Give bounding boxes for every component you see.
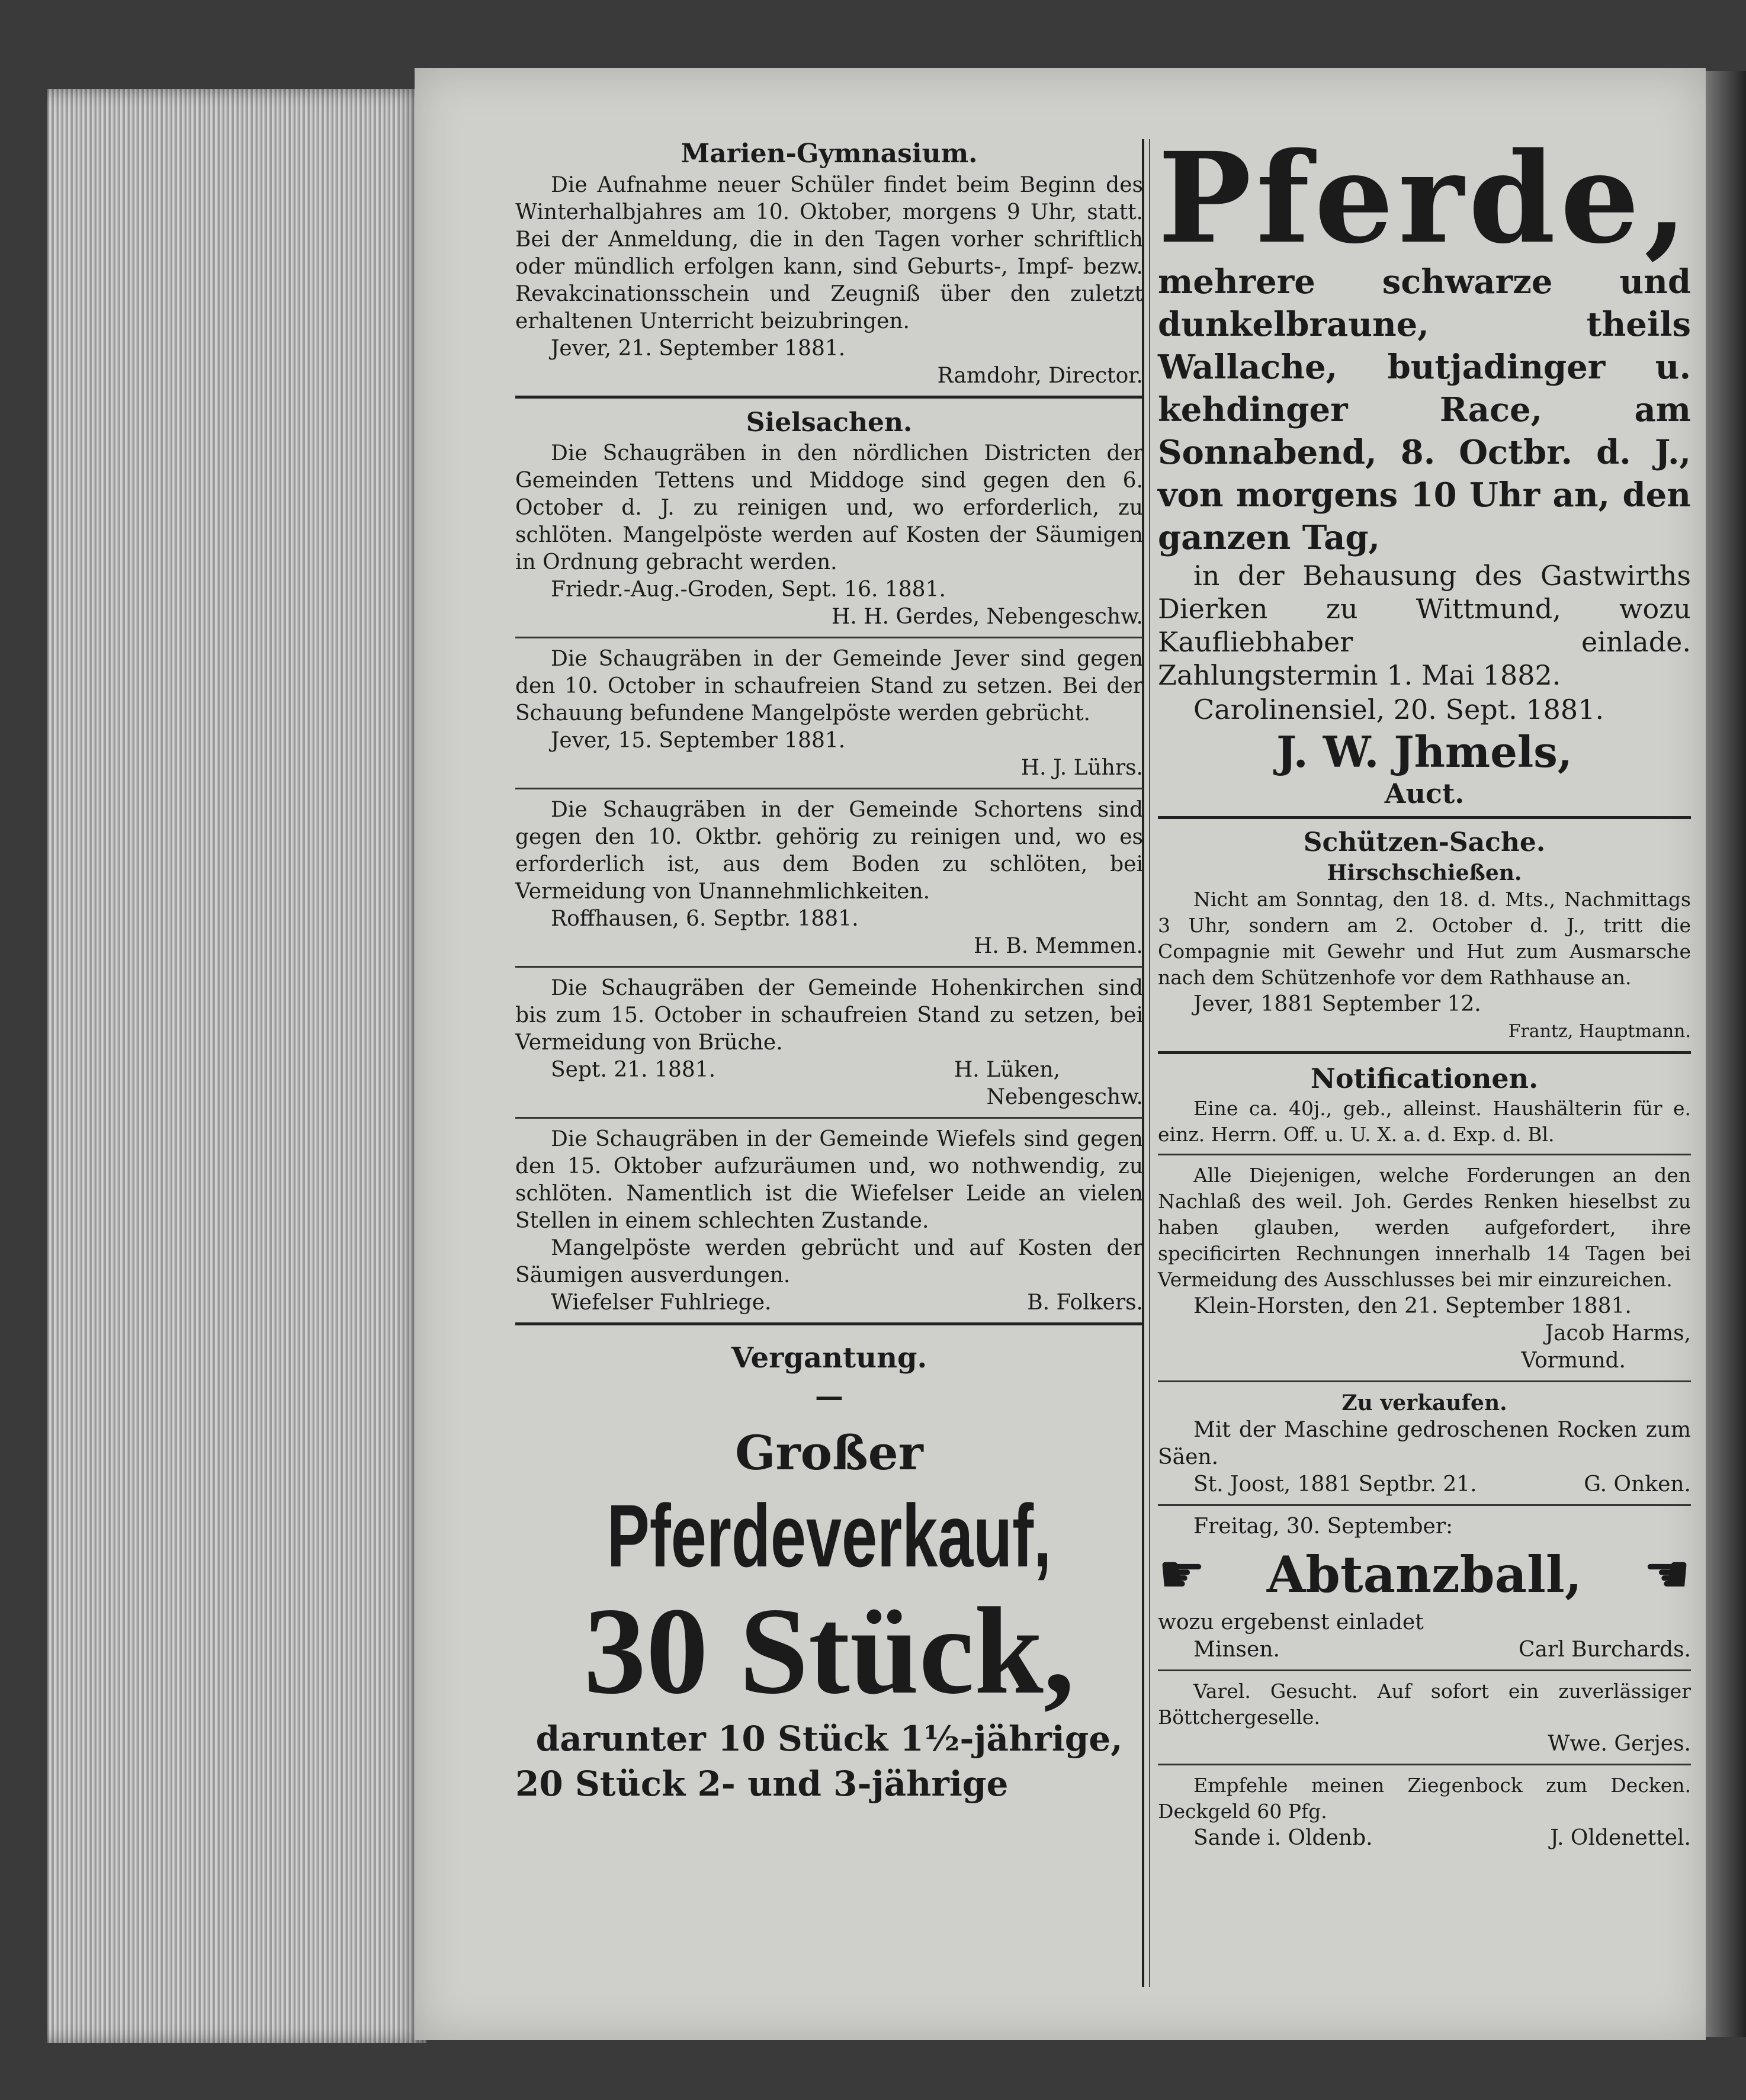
ball-signature: Carl Burchards. (1518, 1637, 1691, 1662)
ziegen-text: Empfehle meinen Ziegenbock zum Decken. Deckgeld 60 Pfg. (1158, 1774, 1691, 1823)
ad-pferde-signature-title: Auct. (1384, 778, 1465, 810)
divider (1158, 1764, 1691, 1765)
ball-date: Freitag, 30. September: (1193, 1514, 1453, 1539)
varel-text: Varel. Gesucht. Auf sofort ein zuverlässiger Böttchergeselle. (1158, 1680, 1691, 1729)
ad-pferde-text2: in der Behausung des Gastwirths Dierken zu Wittmund, wozu Kaufliebhaber einlade. Zahlungstermin 1. Mai 1882. (1158, 560, 1691, 691)
siel2-signature: H. J. Lührs. (1020, 756, 1143, 780)
schuetzen-subtitle: Hirschschießen. (1327, 860, 1522, 885)
schuetzen-date: Jever, 1881 September 12. (1193, 992, 1481, 1016)
divider (1158, 1669, 1691, 1671)
right-column (1158, 125, 1693, 1852)
pointing-hand-left-icon: ☚ (1643, 1543, 1691, 1605)
siel2-date: Jever, 15. September 1881. (551, 728, 846, 753)
verkauf-text: Mit der Maschine gedroschenen Rocken zum Säen. (1158, 1418, 1691, 1469)
notif2-signature-title: Vormund. (1521, 1348, 1626, 1373)
siel3-text: Die Schaugräben in der Gemeinde Schortens sind gegen den 10. Oktbr. gehörig zu reinigen und, wo es erforderlich ist, aus dem Boden zu schlöten, bei Vermeidung von Unannehmlichkeiten. (515, 798, 1143, 904)
column-rule-thin (1149, 139, 1150, 1987)
divider (1158, 1154, 1691, 1155)
divider (1158, 1051, 1691, 1054)
verkauf-footer (1158, 1471, 1691, 1498)
notif2-signature: Jacob Harms, (1545, 1321, 1691, 1346)
ad-grosser: Großer (735, 1425, 923, 1481)
verkauf-title: Zu verkaufen. (1341, 1391, 1507, 1415)
siel1-signature: H. H. Gerdes, Nebengeschw. (831, 605, 1143, 629)
pointing-hand-right-icon: ☛ (1158, 1543, 1206, 1605)
verkauf-date: St. Joost, 1881 Septbr. 21. (1193, 1472, 1477, 1497)
divider (515, 788, 1143, 789)
ball-banner (1158, 1545, 1691, 1604)
ball-text: wozu ergebenst einladet (1158, 1610, 1424, 1635)
ad-pferde-text: mehrere schwarze und dunkelbraune, theils Wallache, butjadinger u. kehdinger Race, am Sonnabend, 8. Octbr. d. J., von morgens 10 Uhr an, den ganzen Tag, (1158, 262, 1691, 557)
ziegen-place: Sande i. Oldenb. (1193, 1826, 1373, 1850)
ad-pferde-signature: J. W. Jhmels, (1276, 727, 1572, 777)
verkauf-signature: G. Onken. (1584, 1472, 1691, 1497)
divider (515, 966, 1143, 968)
newspaper-page (415, 68, 1706, 2040)
siel5-text: Die Schaugräben in der Gemeinde Wiefels sind gegen den 15. Oktober aufzuräumen und, wo nothwendig, zu schlöten. Namentlich ist die Wiefelser Leide an vielen Stellen in einem schlechten Zustande. (515, 1127, 1143, 1233)
siel5-footer (515, 1289, 1143, 1316)
siel5-signature: B. Folkers. (1027, 1290, 1143, 1315)
ziegen-footer (1158, 1825, 1691, 1852)
next-page-edge (1706, 71, 1746, 2037)
ad-zwanzig: 20 Stück 2- und 3-jährige (515, 1764, 1009, 1804)
ad-darunter: darunter 10 Stück 1½-jährige, (535, 1719, 1123, 1759)
ad-pferde-date: Carolinensiel, 20. Sept. 1881. (1193, 693, 1604, 725)
siel1-date: Friedr.-Aug.-Groden, Sept. 16. 1881. (551, 577, 946, 602)
siel1-text: Die Schaugräben in den nördlichen Districten der Gemeinden Tettens und Middoge sind gegen den 6. October d. J. zu reinigen und, wo erforderlich, zu schlöten. Mangelpöste werden auf Kosten der Säumigen in Ordnung gebracht werden. (515, 441, 1143, 574)
siel-title: Sielsachen. (746, 407, 913, 438)
siel4-date: Sept. 21. 1881. (551, 1058, 716, 1082)
siel4-signature-title: Nebengeschw. (986, 1085, 1143, 1109)
divider (515, 1117, 1143, 1119)
siel4-text: Die Schaugräben der Gemeinde Hohenkirchen sind bis zum 15. October in schaufreien Stand zu setzen, bei Vermeidung von Brüche. (515, 976, 1143, 1055)
book-page-edges (47, 89, 426, 2043)
ziegen-signature: J. Oldenettel. (1550, 1826, 1691, 1850)
gym-signature: Ramdohr, Director. (937, 364, 1143, 388)
gym-title: Marien-Gymnasium. (681, 139, 978, 169)
siel4-footer (515, 1057, 1143, 1084)
divider (1158, 1380, 1691, 1382)
ball-footer (1158, 1636, 1691, 1664)
vergantung-dash: — (815, 1380, 843, 1413)
siel5-date: Wiefelser Fuhlriege. (551, 1290, 772, 1315)
divider (1158, 1504, 1691, 1506)
ad-30-stueck: 30 Stück, (583, 1582, 1075, 1720)
ad-pferde-title: Pferde, (1158, 125, 1693, 271)
divider (515, 396, 1143, 399)
siel2-text: Die Schaugräben in der Gemeinde Jever sind gegen den 10. October in schaufreien Stand zu setzen. Bei der Schauung befundene Mangelpöste werden gebrücht. (515, 647, 1143, 725)
ball-title: Abtanzball, (1266, 1545, 1583, 1604)
ball-place: Minsen. (1193, 1637, 1280, 1662)
ad-pferdeverkauf: Pferdeverkauf, (606, 1486, 1052, 1585)
gym-text: Die Aufnahme neuer Schüler findet beim Beginn des Winterhalbjahres am 10. Oktober, morgens 9 Uhr, statt. Bei der Anmeldung, die in den Tagen vorher schriftlich oder mündlich erfolgen kann, sind Geburts-, Impf- bezw. Revakcinationsschein und Zeugniß über den zuletzt erhaltenen Unterricht beizubringen. (515, 173, 1143, 333)
notif2-text: Alle Diejenigen, welche Forderungen an den Nachlaß des weil. Joh. Gerdes Renken hieselbst zu haben glauben, werden aufgefordert, ihre specificirten Rechnungen innerhalb 14 Tagen bei Vermeidung des Ausschlusses bei mir einzureichen. (1158, 1164, 1691, 1291)
siel3-date: Roffhausen, 6. Septbr. 1881. (551, 907, 859, 931)
notif-title: Notificationen. (1310, 1062, 1539, 1094)
siel5-text2: Mangelpöste werden gebrücht und auf Kosten der Säumigen ausverdungen. (515, 1236, 1143, 1287)
notif1-text: Eine ca. 40j., geb., alleinst. Haushälterin für e. einz. Herrn. Off. u. U. X. a. d. Exp. d. Bl. (1158, 1097, 1691, 1146)
left-column (515, 136, 1143, 1806)
schuetzen-signature: Frantz, Hauptmann. (1508, 1021, 1691, 1042)
divider (1158, 816, 1691, 819)
gym-date: Jever, 21. September 1881. (551, 336, 846, 361)
siel3-signature: H. B. Memmen. (974, 934, 1143, 958)
notif2-date: Klein-Horsten, den 21. September 1881. (1193, 1294, 1632, 1318)
divider (515, 1322, 1143, 1325)
vergantung-title: Vergantung. (731, 1341, 927, 1375)
schuetzen-text: Nicht am Sonntag, den 18. d. Mts., Nachmittags 3 Uhr, sondern am 2. October d. J., tritt die Compagnie mit Gewehr und Hut zum Ausmarsche nach dem Schützenhofe vor dem Rathhause an. (1158, 888, 1691, 989)
siel4-signature: H. Lüken, (954, 1058, 1060, 1082)
schuetzen-title: Schützen-Sache. (1303, 827, 1546, 858)
divider (515, 637, 1143, 638)
varel-signature: Wwe. Gerjes. (1548, 1732, 1691, 1756)
